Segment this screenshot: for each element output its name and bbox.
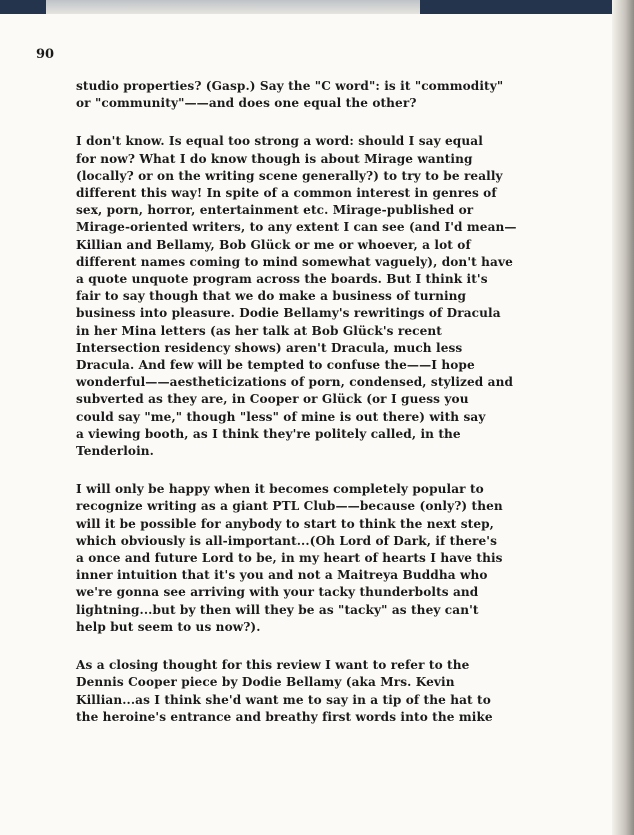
text-line: I don't know. Is equal too strong a word: should I say equal — [76, 134, 483, 149]
paragraph — [76, 657, 612, 726]
text-line: As a closing thought for this review I want to refer to the — [76, 658, 470, 673]
text-line: I will only be happy when it becomes completely popular to — [76, 482, 484, 497]
body-text — [76, 78, 612, 726]
text-line: will it be possible for anybody to start to think the next step, — [76, 516, 494, 531]
text-line: Killian...as I think she'd want me to say in a tip of the hat to — [76, 692, 491, 707]
text-line: Mirage-oriented writers, to any extent I can see (and I'd mean— — [76, 220, 517, 235]
paragraph — [76, 78, 612, 112]
text-line: a once and future Lord to be, in my heart of hearts I have this — [76, 551, 503, 566]
dark-edge-block — [0, 0, 46, 14]
dark-edge-block — [420, 0, 634, 14]
text-line: recognize writing as a giant PTL Club——because (only?) then — [76, 499, 503, 514]
text-line: Intersection residency shows) aren't Dracula, much less — [76, 340, 463, 355]
text-line: which obviously is all-important...(Oh Lord of Dark, if there's — [76, 533, 497, 548]
text-line: inner intuition that it's you and not a Maitreya Buddha who — [76, 568, 488, 583]
previous-page-edge — [0, 0, 634, 14]
text-line: Dracula. And few will be tempted to confuse the——I hope — [76, 358, 475, 373]
text-line: the heroine's entrance and breathy first words into the mike — [76, 709, 493, 724]
text-line: for now? What I do know though is about Mirage wanting — [76, 151, 473, 166]
paragraph — [76, 481, 612, 636]
text-line: could say "me," though "less" of mine is out there) with say — [76, 409, 486, 424]
text-line: a quote unquote program across the boards. But I think it's — [76, 272, 488, 287]
text-line: studio properties? (Gasp.) Say the "C word": is it "commodity" — [76, 79, 504, 93]
text-line: (locally? or on the writing scene generally?) to try to be really — [76, 168, 503, 183]
text-line: sex, porn, horror, entertainment etc. Mirage-published or — [76, 203, 474, 218]
book-spine-shadow — [612, 0, 634, 835]
text-line: wonderful——aestheticizations of porn, condensed, stylized and — [76, 375, 514, 390]
text-line: help but seem to us now?). — [76, 619, 261, 634]
paragraph — [76, 133, 612, 460]
text-line: lightning...but by then will they be as "tacky" as they can't — [76, 602, 479, 617]
text-line: or "community"——and does one equal the other? — [76, 96, 417, 111]
text-line: different this way! In spite of a common interest in genres of — [76, 186, 497, 201]
text-line: Dennis Cooper piece by Dodie Bellamy (aka Mrs. Kevin — [76, 675, 455, 690]
text-line: Killian and Bellamy, Bob Glück or me or whoever, a lot of — [76, 237, 471, 252]
text-line: in her Mina letters (as her talk at Bob Glück's recent — [76, 323, 442, 338]
text-line: business into pleasure. Dodie Bellamy's rewritings of Dracula — [76, 306, 501, 321]
text-line: we're gonna see arriving with your tacky thunderbolts and — [76, 585, 479, 600]
text-line: fair to say though that we do make a business of turning — [76, 289, 467, 304]
text-line: different names coming to mind somewhat vaguely), don't have — [76, 254, 513, 269]
text-line: subverted as they are, in Cooper or Glück (or I guess you — [76, 392, 469, 407]
page-number: 90 — [36, 47, 55, 62]
text-line: a viewing booth, as I think they're politely called, in the — [76, 426, 461, 441]
text-line: Tenderloin. — [76, 444, 154, 459]
